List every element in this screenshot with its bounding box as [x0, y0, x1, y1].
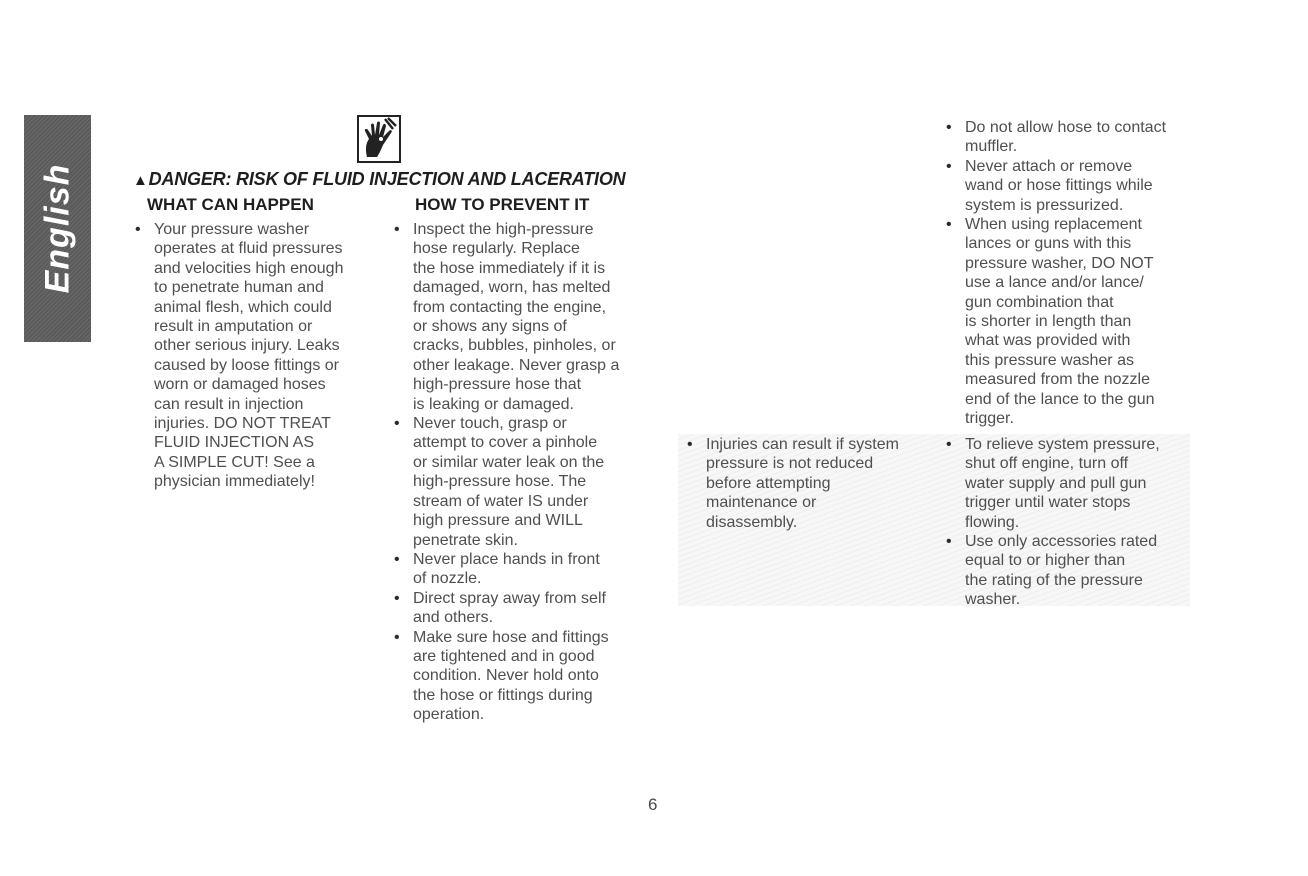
language-tab: [24, 115, 91, 342]
how-to-prevent-list: [391, 220, 651, 725]
list-item: • Inspect the high-pressure hose regularly. Replace the hose immediately if it is damaged, worn, has melted from contacting the engine, or shows any signs of cracks, bubbles, pinholes, or other leakage. Never grasp a high-pressure hose that is leaking or damaged.: [391, 220, 651, 414]
what-can-happen-list: [132, 220, 382, 492]
list-item: • Do not allow hose to contact muffler.: [943, 118, 1203, 157]
list-item: • Never touch, grasp or attempt to cover a pinhole or similar water leak on the high-pressure hose. The stream of water IS under high pressure and WILL penetrate skin.: [391, 414, 651, 550]
warning-triangle-icon: ▲: [133, 172, 148, 189]
list-item: • Never place hands in front of nozzle.: [391, 550, 651, 589]
right-column-list: [943, 118, 1203, 429]
page-number: 6: [648, 795, 658, 814]
list-item: • Your pressure washer operates at fluid pressures and velocities high enough to penetrate human and animal flesh, which could result in amputation or other serious injury. Leaks caused by loose fittings or worn or damaged hoses can result in injection injuries. DO NOT TREAT FLUID INJECTION AS A SIMPLE CUT! See a physician immediately!: [132, 220, 382, 492]
shaded-right-list: [943, 435, 1193, 610]
fluid-injection-hand-icon: [357, 115, 401, 163]
how-to-prevent-heading: HOW TO PREVENT IT: [415, 195, 590, 214]
language-tab-label: English: [38, 163, 77, 294]
list-item: • Direct spray away from self and others.: [391, 589, 651, 628]
danger-heading-text: DANGER: RISK OF FLUID INJECTION AND LACERATION: [148, 169, 626, 189]
what-can-happen-heading: WHAT CAN HAPPEN: [147, 195, 314, 214]
list-item: • Never attach or remove wand or hose fittings while system is pressurized.: [943, 157, 1203, 215]
danger-heading: [133, 169, 625, 190]
list-item: • Make sure hose and fittings are tightened and in good condition. Never hold onto the hose or fittings during operation.: [391, 628, 651, 725]
list-item: • Injuries can result if system pressure is not reduced before attempting maintenance or disassembly.: [684, 435, 934, 532]
list-item: • When using replacement lances or guns with this pressure washer, DO NOT use a lance and/or lance/ gun combination that is shorter in length than what was provided with this pressure washer as measured from the nozzle end of the lance to the gun trigger.: [943, 215, 1203, 428]
shaded-left-list: [684, 435, 934, 532]
list-item: • Use only accessories rated equal to or higher than the rating of the pressure washer.: [943, 532, 1193, 610]
list-item: • To relieve system pressure, shut off engine, turn off water supply and pull gun trigger until water stops flowing.: [943, 435, 1193, 532]
